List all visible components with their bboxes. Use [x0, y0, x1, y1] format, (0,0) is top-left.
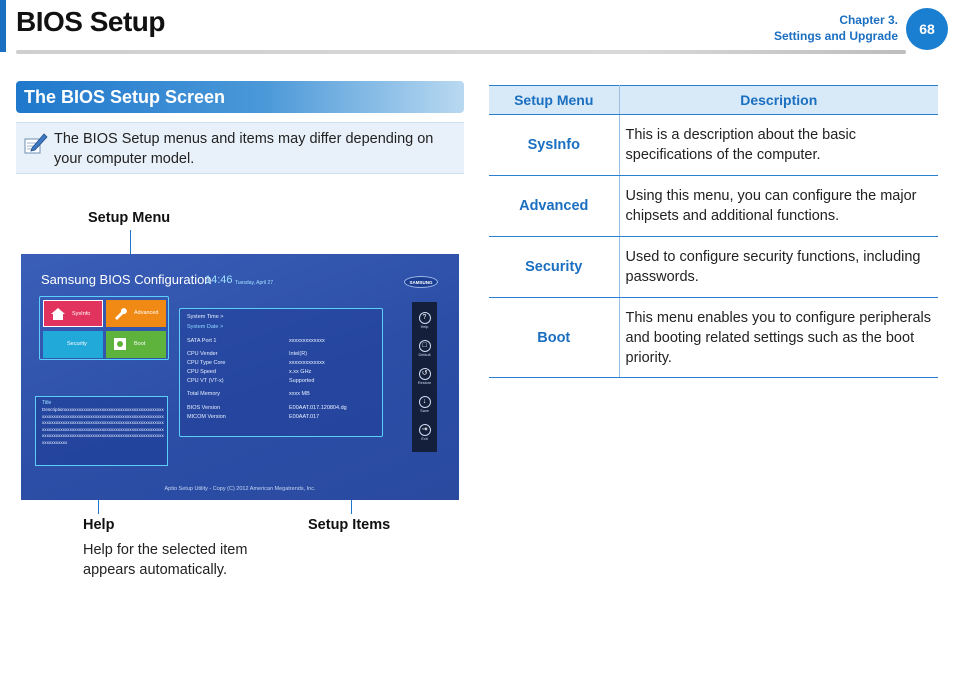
description-cell: This is a description about the basic specifications of the computer.	[619, 115, 938, 176]
table-row	[489, 237, 938, 298]
setup-items-callout: Setup Items	[308, 517, 391, 533]
question-icon: ?	[419, 312, 431, 324]
bios-item-value: Intel(R)	[289, 351, 308, 357]
bios-exit-button[interactable]	[412, 424, 437, 441]
table-row	[489, 115, 938, 176]
home-icon	[50, 306, 66, 322]
bios-tile-sysinfo[interactable]	[43, 300, 103, 327]
bios-help-button[interactable]	[412, 312, 437, 329]
bios-tile-label: Advanced	[134, 310, 159, 316]
note-box	[16, 122, 464, 174]
wrench-icon	[112, 305, 128, 321]
bios-restore-button[interactable]	[412, 368, 437, 385]
bios-tile-label: Boot	[134, 341, 146, 347]
bios-item-value: xxxxxxxxxxxxx	[289, 338, 325, 344]
save-icon: ↓	[419, 396, 431, 408]
bios-item-label: CPU Type Core	[187, 360, 226, 366]
chapter-label	[774, 12, 898, 44]
bios-side-toolbar	[412, 302, 437, 452]
description-cell: Using this menu, you can configure the major chipsets and additional functions.	[619, 176, 938, 237]
bios-item-value: E00AAT.017	[289, 414, 320, 420]
chapter-number: Chapter 3.	[839, 13, 898, 27]
bios-help-panel	[35, 396, 168, 466]
bios-item-label[interactable]: System Date >	[187, 324, 224, 330]
help-desc-line-2: appears automatically.	[83, 562, 228, 578]
help-callout-description	[83, 540, 247, 580]
samsung-logo: SAMSUNG	[404, 276, 438, 288]
bios-setup-items	[179, 308, 383, 437]
bios-title: Samsung BIOS Configuration	[41, 272, 212, 287]
bios-item-value: xxxx MB	[289, 391, 310, 397]
bios-time: 14:46	[205, 274, 233, 286]
bios-item-label: CPU VT (VT-x)	[187, 378, 224, 384]
exit-icon: ⇥	[419, 424, 431, 436]
help-callout: Help	[83, 517, 115, 533]
table-header-row	[489, 86, 938, 115]
bios-tile-label: SysInfo	[72, 311, 91, 317]
bios-help-title: Title	[42, 400, 52, 406]
header-accent-bar	[0, 0, 6, 52]
bios-item-label: MICOM Version	[187, 414, 226, 420]
bios-tile-advanced[interactable]	[106, 300, 166, 327]
bios-footer: Aptio Setup Utility - Copy (C) 2012 American Megatrends, Inc.	[164, 486, 316, 492]
bios-item-value: E00AAT.017.120804.dg	[289, 405, 347, 411]
restore-icon: ↺	[419, 368, 431, 380]
setup-menu-callout: Setup Menu	[88, 210, 171, 226]
bios-setup-menu	[39, 296, 169, 360]
menu-cell: Security	[489, 237, 619, 298]
bios-date: Tuesday, April 27	[235, 280, 274, 286]
default-icon: □	[419, 340, 431, 352]
bios-tile-security[interactable]	[43, 331, 103, 358]
pencil-note-icon	[22, 131, 48, 157]
bios-item-label: Total Memory	[187, 391, 221, 397]
header-divider	[16, 50, 906, 54]
bios-side-label: Restore	[417, 381, 432, 385]
bios-item-label: CPU Speed	[187, 369, 217, 375]
section-heading	[16, 81, 464, 113]
bios-tile-label: Security	[67, 341, 87, 347]
section-title: The BIOS Setup Screen	[24, 87, 226, 107]
page-title: BIOS Setup	[16, 6, 166, 37]
column-header-setup-menu: Setup Menu	[489, 86, 619, 115]
bios-item-value: Supported	[289, 378, 315, 384]
bios-item-label: CPU Vender	[187, 351, 218, 357]
page-number: 68	[906, 8, 948, 50]
bios-save-button[interactable]	[412, 396, 437, 413]
bios-help-text: Descriptionxxxxxxxxxxxxxxxxxxxxxxxxxxxxxxxxxxxxxxxxxxxxxxxxxxxxxxxxxxxxxxxxxxxxxxxxxxxxxxxxxxxxxxxxxxxxxxxxxxxxxxxxxxxxxxxxxxxxxxxxxxxxxxxxxxxxxxxxxxxxxxxxxxxxxxxxxxxxxxxxxxxxxxxxxxxxxxxxxxxxxxxxxxxxxxxxxxxxxxxxxxxxxxxxxxxxxxxxxxxxxxxxxxxxxxxxxxxxxxxxxxxxxxxxxxxxxxxxxxxxxxxxxx	[42, 407, 164, 445]
note-text: The BIOS Setup menus and items may differ depending on your computer model.	[54, 131, 434, 167]
column-header-description: Description	[619, 86, 938, 115]
bios-item-label: BIOS Version	[187, 405, 221, 411]
description-cell: This menu enables you to configure peripherals and booting related settings such as the boot priority.	[619, 298, 938, 378]
menu-cell: Boot	[489, 298, 619, 378]
chapter-title: Settings and Upgrade	[773, 29, 898, 43]
table-row	[489, 176, 938, 237]
menu-cell: Advanced	[489, 176, 619, 237]
setup-menu-table	[489, 85, 938, 378]
bios-default-button[interactable]	[412, 340, 437, 357]
bios-side-label: Help	[420, 325, 429, 329]
description-cell: Used to configure security functions, including passwords.	[619, 237, 938, 298]
bios-item-label: SATA Port 1	[187, 338, 217, 344]
bios-side-label: Save	[420, 409, 429, 413]
bios-side-label: Exit	[421, 437, 428, 441]
bios-screen-image	[21, 254, 459, 500]
menu-cell: SysInfo	[489, 115, 619, 176]
bios-item-value: x.xx GHz	[289, 369, 312, 375]
bios-item-label[interactable]: System Time >	[187, 314, 224, 320]
bios-item-value: xxxxxxxxxxxxx	[289, 360, 325, 366]
power-icon	[112, 336, 128, 352]
bios-side-label: Default	[418, 353, 431, 357]
table-row	[489, 298, 938, 378]
help-desc-line-1: Help for the selected item	[83, 542, 248, 558]
bios-tile-boot[interactable]	[106, 331, 166, 358]
